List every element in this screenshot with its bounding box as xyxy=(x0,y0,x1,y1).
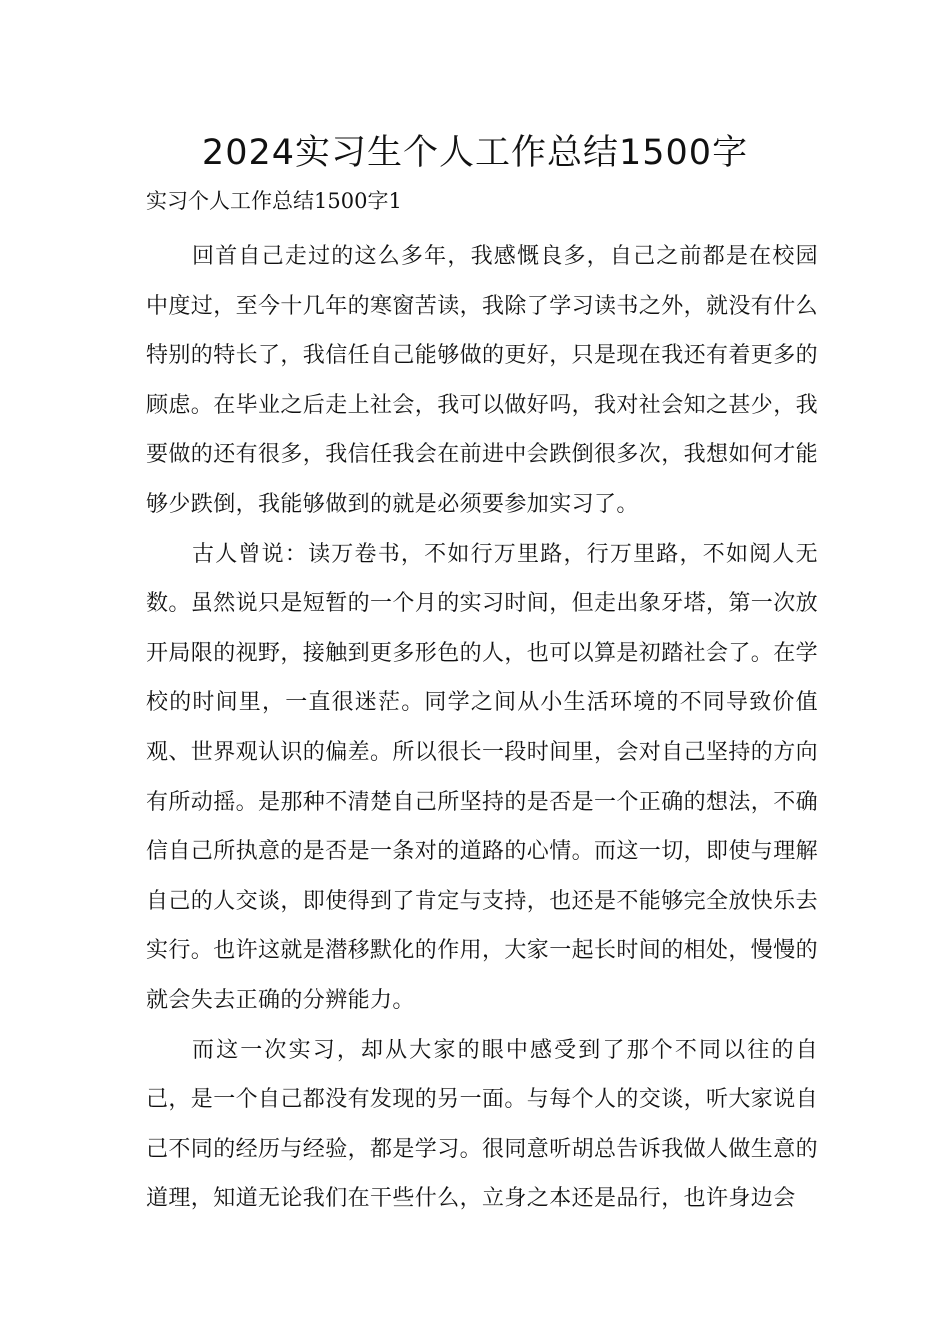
paragraph-3: 而这一次实习，却从大家的眼中感受到了那个不同以往的自己，是一个自己都没有发现的另一面。与每个人的交谈，听大家说自己不同的经历与经验，都是学习。很同意听胡总告诉我做人做生意的道理，知道无论我们在干些什么，立身之本还是品行，也许身边会 xyxy=(146,1037,819,1212)
section-heading: 实习个人工作总结1500字1 xyxy=(146,189,402,213)
paragraph-2: 古人曾说：读万卷书，不如行万里路，行万里路，不如阅人无数。虽然说只是短暂的一个月的实习时间，但走出象牙塔，第一次放开局限的视野，接触到更多形色的人，也可以算是初踏社会了。在学校的时间里，一直很迷茫。同学之间从小生活环境的不同导致价值观、世界观认识的偏差。所以很长一段时间里，会对自己坚持的方向有所动摇。是那种不清楚自己所坚持的是否是一个正确的想法，不确信自己所执意的是否是一条对的道路的心情。而这一切，即使与理解自己的人交谈，即使得到了肯定与支持，也还是不能够完全放快乐去实行。也许这就是潜移默化的作用，大家一起长时间的相处，慢慢的就会失去正确的分辨能力。 xyxy=(146,541,819,1013)
document-title: 2024实习生个人工作总结1500字 xyxy=(201,133,749,173)
paragraph-1: 回首自己走过的这么多年，我感慨良多，自己之前都是在校园中度过，至今十几年的寒窗苦读，我除了学习读书之外，就没有什么特别的特长了，我信任自己能够做的更好，只是现在我还有着更多的顾虑。在毕业之后走上社会，我可以做好吗，我对社会知之甚少，我要做的还有很多，我信任我会在前进中会跌倒很多次，我想如何才能够少跌倒，我能够做到的就是必须要参加实习了。 xyxy=(146,244,819,517)
document-body xyxy=(146,232,818,1224)
